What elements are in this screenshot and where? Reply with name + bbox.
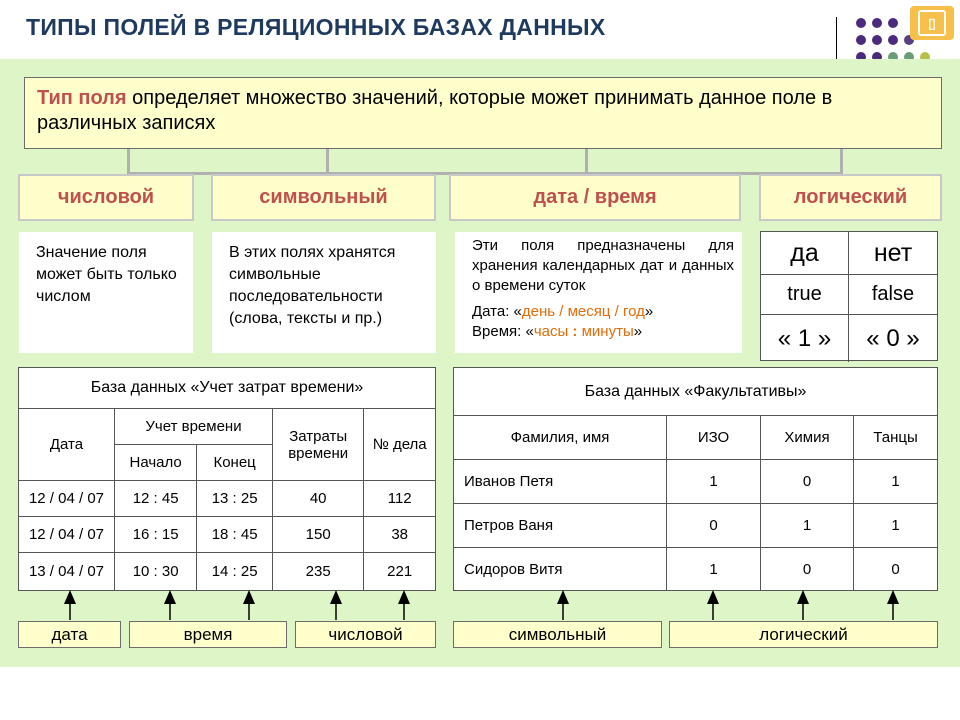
type-numeric: числовой xyxy=(18,174,194,221)
label-boolean: логический xyxy=(669,621,938,648)
arrow-up-icon xyxy=(887,590,899,620)
type-datetime: дата / время xyxy=(449,174,741,221)
arrow-up-icon xyxy=(64,590,76,620)
column-header-group: Учет времени xyxy=(114,409,272,445)
table-row: Сидоров Витя 1 0 0 xyxy=(454,548,938,591)
bool-false: false xyxy=(849,275,937,315)
table-row: Петров Ваня 0 1 1 xyxy=(454,504,938,548)
arrow-up-icon xyxy=(557,590,569,620)
definition-term: Тип поля xyxy=(37,87,127,109)
date-format-value: день / месяц / год xyxy=(521,303,645,320)
date-format: Дата: «день / месяц / год» xyxy=(472,303,654,320)
slide-badge-icon: ▯ xyxy=(918,10,946,36)
column-header: Танцы xyxy=(854,416,938,460)
label-numeric: числовой xyxy=(295,621,436,648)
label-time: время xyxy=(129,621,287,648)
bool-yes: да xyxy=(761,232,849,275)
label-symbolic: символьный xyxy=(453,621,662,648)
type-symbolic: символьный xyxy=(211,174,436,221)
page-title: ТИПЫ ПОЛЕЙ В РЕЛЯЦИОННЫХ БАЗАХ ДАННЫХ xyxy=(26,14,606,40)
arrow-up-icon xyxy=(330,590,342,620)
column-header: ИЗО xyxy=(667,416,761,460)
numeric-description: Значение поля может быть только числом xyxy=(19,232,193,353)
label-date: дата xyxy=(18,621,121,648)
table-row: 12 / 04 / 07 16 : 15 18 : 45 150 38 xyxy=(19,517,436,553)
table-caption: База данных «Факультативы» xyxy=(454,368,938,416)
symbolic-description: В этих полях хранятся символьные последовательности (слова, тексты и пр.) xyxy=(212,232,436,353)
column-header: № дела xyxy=(364,409,436,481)
column-header: Фамилия, имя xyxy=(454,416,667,460)
column-header: Дата xyxy=(19,409,115,481)
bool-true: true xyxy=(761,275,849,315)
time-format: Время: «часы : минуты» xyxy=(472,323,643,340)
type-boolean: логический xyxy=(759,174,942,221)
bool-no: нет xyxy=(849,232,937,275)
column-header: Конец xyxy=(197,445,273,481)
definition-text: определяет множество значений, которые может принимать данное поле в различных записях xyxy=(37,87,833,134)
column-header: Химия xyxy=(761,416,854,460)
table-row: 13 / 04 / 07 10 : 30 14 : 25 235 221 xyxy=(19,553,436,591)
table-row: Иванов Петя 1 0 1 xyxy=(454,460,938,504)
arrow-up-icon xyxy=(243,590,255,620)
bool-zero: « 0 » xyxy=(866,324,920,352)
datetime-text: Эти поля предназначены для хранения календарных дат и данных о времени суток xyxy=(472,237,734,294)
column-header: Затраты времени xyxy=(273,409,364,481)
table-caption: База данных «Учет затрат времени» xyxy=(19,368,436,409)
column-header: Начало xyxy=(114,445,196,481)
arrow-up-icon xyxy=(707,590,719,620)
arrow-up-icon xyxy=(398,590,410,620)
table-row: 12 / 04 / 07 12 : 45 13 : 25 40 112 xyxy=(19,481,436,517)
arrow-up-icon xyxy=(164,590,176,620)
bool-one: « 1 » xyxy=(761,315,849,362)
arrow-up-icon xyxy=(797,590,809,620)
